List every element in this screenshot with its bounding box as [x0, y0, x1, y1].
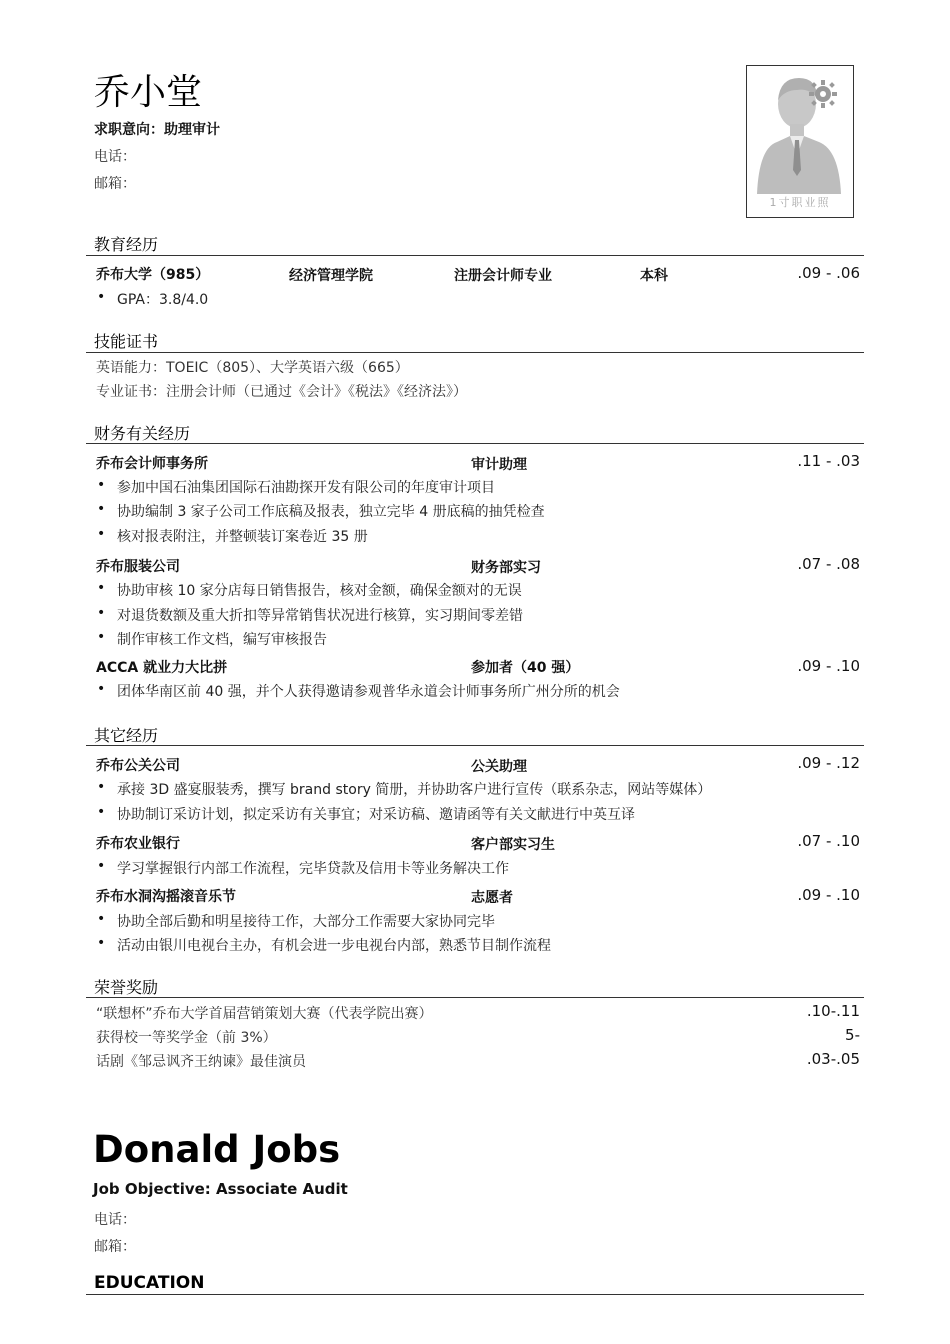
- finance-bullet: • 协助编制 3 家子公司工作底稿及报表，独立完毕 4 册底稿的抽凭检查: [117, 501, 545, 521]
- finance-org: ACCA 就业力大比拼: [96, 660, 228, 676]
- section-title-education-en: EDUCATION: [94, 1273, 205, 1293]
- finance-date: .07 - .08: [797, 555, 860, 573]
- section-divider: [86, 1294, 864, 1295]
- other-org: 乔布水洞沟摇滚音乐节: [96, 889, 236, 905]
- section-title-finance: 财务有关经历: [94, 424, 191, 443]
- honor-date: .10-.11: [806, 1002, 860, 1020]
- education-major: 注册会计师专业: [454, 268, 552, 284]
- education-college: 经济管理学院: [289, 268, 373, 284]
- photo-caption: 1寸职业照: [769, 196, 831, 209]
- finance-bullet: • 对退货数额及重大折扣等异常销售状况进行核算，实习期间零差错: [117, 605, 523, 625]
- section-divider: [86, 352, 864, 353]
- finance-org: 乔布服装公司: [96, 559, 180, 575]
- candidate-name: 乔小堂: [94, 72, 203, 113]
- finance-bullet: • 参加中国石油集团国际石油勘探开发有限公司的年度审计项目: [117, 477, 495, 497]
- email-label-en: 邮箱：: [94, 1239, 136, 1255]
- section-divider: [86, 997, 864, 998]
- finance-bullet: • 制作审核工作文档，编写审核报告: [117, 629, 327, 649]
- section-title-other: 其它经历: [94, 726, 159, 745]
- finance-date: .11 - .03: [797, 452, 860, 470]
- honor-item: “联想杯”乔布大学首届营销策划大赛（代表学院出赛）: [96, 1006, 433, 1022]
- other-date: .09 - .10: [797, 886, 860, 904]
- job-objective: 求职意向：助理审计: [94, 122, 220, 138]
- phone-label-en: 电话：: [94, 1212, 136, 1228]
- email-label: 邮箱：: [94, 176, 136, 192]
- section-divider: [86, 745, 864, 746]
- honor-item: 获得校一等奖学金（前 3%）: [96, 1030, 277, 1046]
- finance-date: .09 - .10: [797, 657, 860, 675]
- education-degree: 本科: [640, 268, 668, 284]
- section-title-skills: 技能证书: [94, 332, 159, 351]
- finance-org: 乔布会计师事务所: [96, 456, 208, 472]
- other-bullet: • 协助全部后勤和明星接待工作，大部分工作需要大家协同完毕: [117, 911, 495, 931]
- other-date: .07 - .10: [797, 832, 860, 850]
- finance-role: 审计助理: [471, 457, 527, 473]
- skill-item: 英语能力：TOEIC（805）、大学英语六级（665）: [96, 360, 409, 376]
- honor-item: 话剧《邹忌讽齐王纳谏》最佳演员: [96, 1054, 306, 1070]
- honor-date: .03-.05: [806, 1050, 860, 1068]
- other-bullet: • 活动由银川电视台主办，有机会进一步电视台内部，熟悉节目制作流程: [117, 935, 551, 955]
- honor-date: 5-: [845, 1026, 860, 1044]
- section-title-education: 教育经历: [94, 235, 159, 254]
- other-role: 客户部实习生: [471, 837, 555, 853]
- other-bullet: • 承接 3D 盛宴服装秀，撰写 brand story 简册，并协助客户进行宣传（联系杂志，网站等媒体）: [117, 779, 711, 799]
- finance-bullet: • 协助审核 10 家分店每日销售报告，核对金额，确保金额对的无误: [117, 580, 522, 600]
- skill-item: 专业证书：注册会计师（已通过《会计》《税法》《经济法》）: [96, 384, 467, 400]
- section-divider: [86, 443, 864, 444]
- other-date: .09 - .12: [797, 754, 860, 772]
- section-title-honors: 荣誉奖励: [94, 978, 159, 997]
- finance-bullet: • 核对报表附注，并整顿装订案卷近 35 册: [117, 526, 368, 546]
- candidate-name-en: Donald Jobs: [93, 1128, 341, 1171]
- other-role: 公关助理: [471, 759, 527, 775]
- phone-label: 电话：: [94, 149, 136, 165]
- finance-role: 参加者（40 强）: [471, 660, 580, 676]
- other-bullet: • 协助制订采访计划，拟定采访有关事宜；对采访稿、邀请函等有关文献进行中英互译: [117, 804, 635, 824]
- job-objective-en: Job Objective: Associate Audit: [93, 1180, 348, 1198]
- finance-role: 财务部实习: [471, 560, 541, 576]
- other-bullet: • 学习掌握银行内部工作流程，完毕贷款及信用卡等业务解决工作: [117, 858, 509, 878]
- profile-photo: [746, 65, 854, 218]
- other-org: 乔布农业银行: [96, 836, 180, 852]
- finance-bullet: • 团体华南区前 40 强，并个人获得邀请参观普华永道会计师事务所广州分所的机会: [117, 681, 620, 701]
- section-divider: [86, 255, 864, 256]
- education-school: 乔布大学（985）: [96, 267, 210, 283]
- education-date: .09 - .06: [797, 264, 860, 282]
- education-gpa: • GPA：3.8/4.0: [117, 289, 208, 309]
- other-org: 乔布公关公司: [96, 758, 180, 774]
- other-role: 志愿者: [471, 890, 513, 906]
